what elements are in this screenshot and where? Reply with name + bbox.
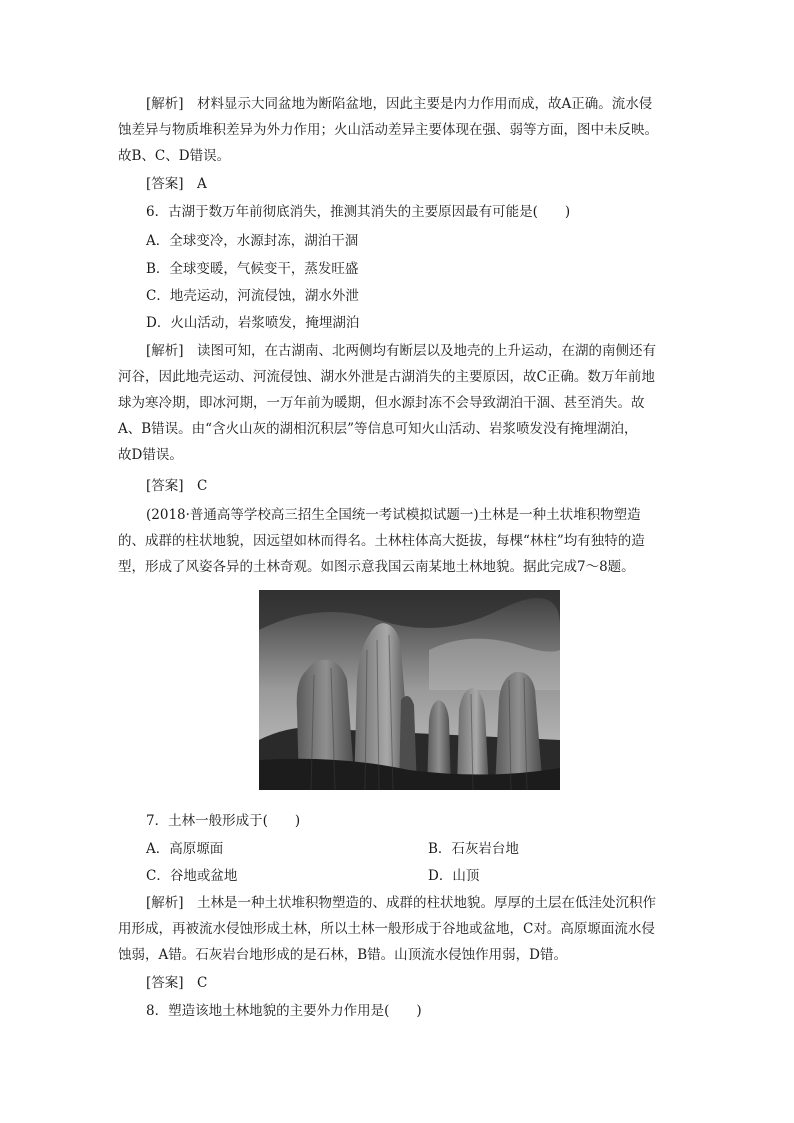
q6-answer: [答案] C	[146, 478, 208, 494]
intro-line: (2018·普通高等学校高三招生全国统一考试模拟试题一)土林是一种土状堆积物塑造	[146, 507, 641, 523]
q7-stem: 7．土林一般形成于( )	[146, 813, 301, 829]
q5-analysis-line: 蚀差异与物质堆积差异为外力作用；火山活动差异主要体现在强、弱等方面，图中未反映。	[118, 122, 658, 138]
q7-analysis-line: 蚀弱，A错。石灰岩台地形成的是石林，B错。山顶流水侵蚀作用弱，D错。	[118, 947, 567, 963]
q5-analysis-line: [解析] 材料显示大同盆地为断陷盆地，因此主要是内力作用而成，故A正确。流水侵	[146, 96, 653, 112]
q6-analysis-line: A、B错误。由“含火山灰的湖相沉积层”等信息可知火山活动、岩浆喷发没有掩埋湖泊，	[118, 421, 638, 437]
q6-analysis-line: 故D错误。	[118, 447, 183, 463]
intro-line: 的、成群的柱状地貌，因远望如林而得名。土林柱体高大挺拔，每棵“林柱”均有独特的造	[118, 533, 645, 549]
q8-stem: 8．塑造该地土林地貌的主要外力作用是( )	[146, 1003, 422, 1019]
intro-line: 型，形成了风姿各异的土林奇观。如图示意我国云南某地土林地貌。据此完成7～8题。	[118, 559, 635, 575]
q7-analysis-line: 用形成，再被流水侵蚀形成土林，所以土林一般形成于谷地或盆地，C对。高原塬面流水侵	[118, 921, 655, 937]
q6-analysis-line: 河谷，因此地壳运动、河流侵蚀、湖水外泄是古湖消失的主要原因，故C正确。数万年前地	[118, 369, 655, 385]
q7-option-c: C．谷地或盆地	[146, 868, 238, 884]
q7-option-d: D．山顶	[428, 868, 480, 884]
q6-stem: 6．古湖于数万年前彻底消失，推测其消失的主要原因最有可能是( )	[146, 204, 571, 220]
q7-answer: [答案] C	[146, 975, 208, 991]
q6-analysis-line: 球为寒冷期，即冰河期，一万年前为暖期，但水源封冻不会导致湖泊干涸、甚至消失。故	[118, 395, 645, 411]
q6-option-c: C．地壳运动，河流侵蚀，湖水外泄	[146, 288, 359, 304]
q6-option-a: A．全球变冷，水源封冻，湖泊干涸	[146, 233, 359, 249]
q5-answer: [答案] A	[146, 176, 207, 192]
q6-option-b: B．全球变暖，气候变干，蒸发旺盛	[146, 261, 359, 277]
q6-option-d: D．火山活动，岩浆喷发，掩埋湖泊	[146, 315, 360, 331]
q6-analysis-line: [解析] 读图可知，在古湖南、北两侧均有断层以及地壳的上升运动，在湖的南侧还有	[146, 343, 657, 359]
q7-option-a: A．高原塬面	[146, 841, 224, 857]
earth-forest-photo	[259, 590, 560, 790]
q7-option-b: B．石灰岩台地	[428, 841, 519, 857]
q7-analysis-line: [解析] 土林是一种土状堆积物塑造的、成群的柱状地貌。厚厚的土层在低洼处沉积作	[146, 895, 657, 911]
q5-analysis-line: 故B、C、D错误。	[118, 148, 231, 164]
